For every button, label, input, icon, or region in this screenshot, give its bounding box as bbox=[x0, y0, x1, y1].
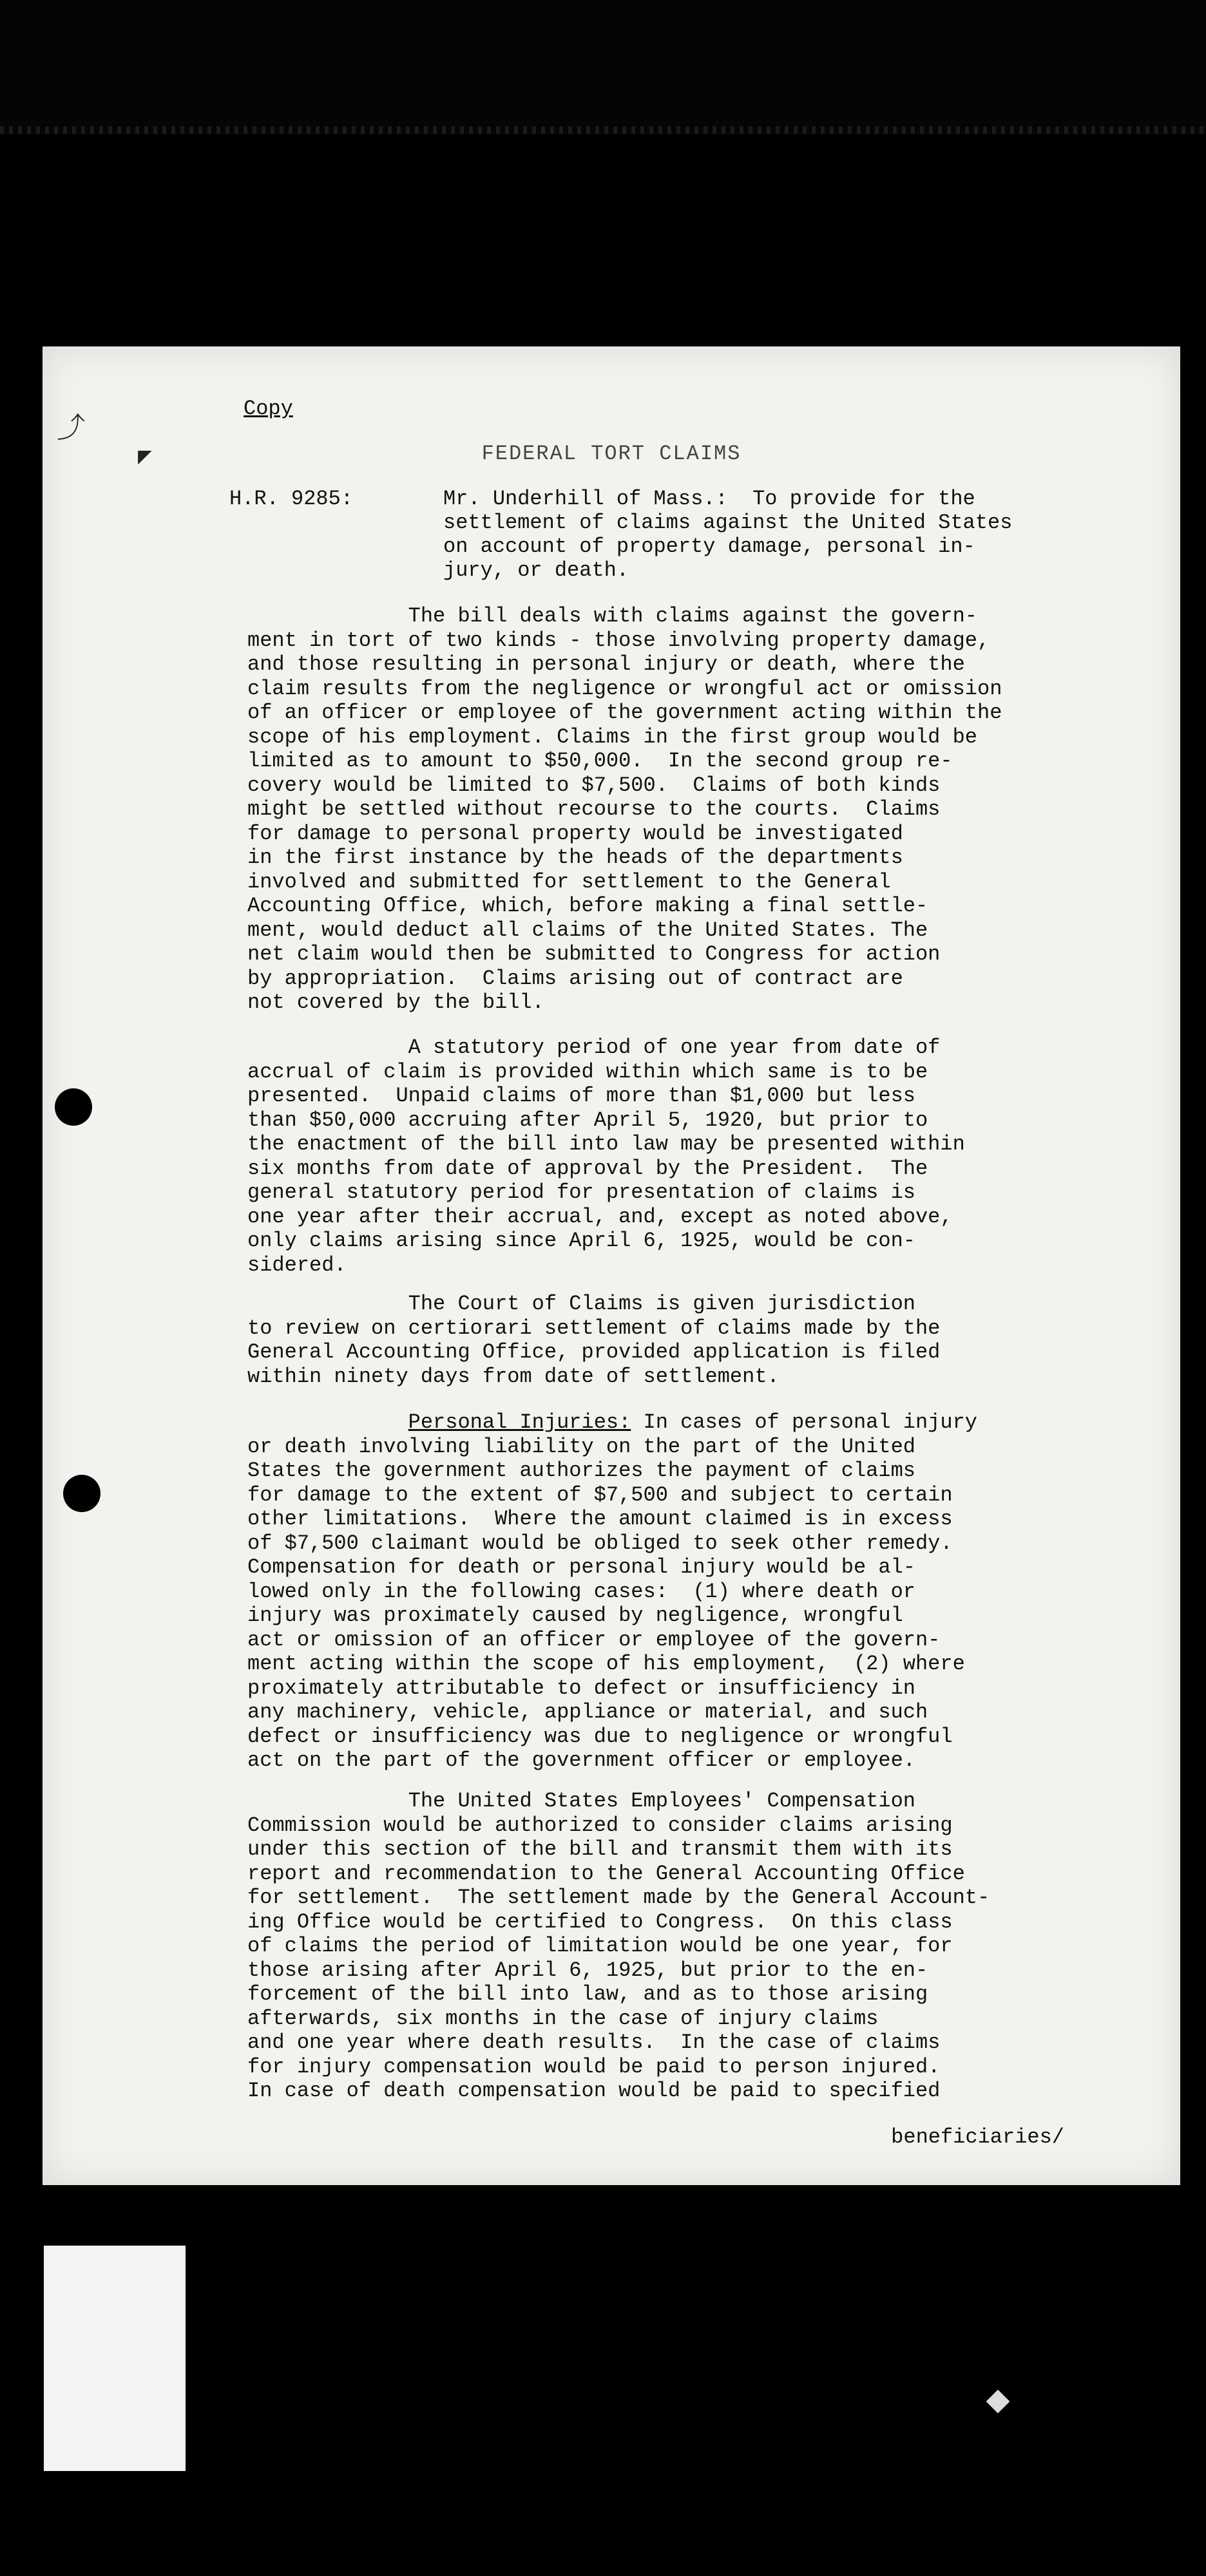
film-perforation-edge bbox=[0, 126, 1206, 134]
paragraph-personal-injuries bbox=[247, 1410, 1162, 1773]
arrow-mark: ◤ bbox=[138, 444, 152, 471]
personal-injuries-text: In cases of personal injury or death involving liability on the part of the United States the government authorizes the payment of claims for damage to the extent of $7,500 and subject to certain other limitations. Where the amount claimed is in excess of $7,500 claimant would be obliged to seek other remedy. Compensation for death or personal injury would be al- lowed only in the following cases: (1) where death or injury was proximately caused by negligence, wrongful act or omission of an officer or employee of the govern- ment acting within the scope of his employment, (2) where proximately attributable to defect or insufficiency in any machinery, vehicle, appliance or material, and such defect or insufficiency was due to negligence or wrongful act on the part of the government officer or employee. bbox=[247, 1410, 977, 1772]
punch-hole-lower bbox=[63, 1475, 100, 1512]
bill-id: H.R. 9285: bbox=[229, 487, 354, 511]
paragraph-2: A statutory period of one year from date of accrual of claim is provided within which same is to be presented. Unpaid claims of more than $1,000 but less than $50,000 accruing after April 5, 1920, but prior to the enactment of the bill into law may be presented within six months from date of approval by the President. The general statutory period for presentation of claims is one year after their accrual, and, except as noted above, only claims arising since April 6, 1925, would be con- sidered. bbox=[247, 1036, 965, 1277]
pencil-mark: ⤴ bbox=[57, 414, 85, 446]
paragraph-1: The bill deals with claims against the govern- ment in tort of two kinds - those involving property damage, and those resulting in personal injury or death, where the claim results from the negligence or wrongful act or omission of an officer or employee of the government acting within the scope of his employment. Claims in the first group would be limited as to amount to $50,000. In the second group re- covery would be limited to $7,500. Claims of both kinds might be settled without recourse to the courts. Claims for damage to personal property would be investigated in the first instance by the heads of the departments involved and submitted for settlement to the General Accounting Office, which, before making a final settle- ment, would deduct all claims of the United States. The net claim would then be submitted to Congress for action by appropriation. Claims arising out of contract are not covered by the bill. bbox=[247, 604, 1002, 1014]
punch-hole-upper bbox=[55, 1088, 92, 1126]
paper-slip bbox=[44, 2246, 186, 2471]
document-page bbox=[43, 346, 1180, 2185]
film-artifact bbox=[986, 2390, 1010, 2414]
bill-intro: Mr. Underhill of Mass.: To provide for the settlement of claims against the United States on account of property damage, personal in- jury, or death. bbox=[443, 487, 1013, 582]
copy-label: Copy bbox=[244, 397, 293, 421]
catchword: beneficiaries/ bbox=[891, 2125, 1064, 2149]
personal-injuries-heading: Personal Injuries: bbox=[408, 1410, 631, 1434]
film-border-top bbox=[0, 0, 1206, 132]
paragraph-compensation: The United States Employees' Compensation Commission would be authorized to consider claims arising under this section of the bill and transmit them with its report and recommendation to the General Accounting Office for settlement. The settlement made by the General Account- ing Office would be certified to Congress. On this class of claims the period of limitation would be one year, for those arising after April 6, 1925, but prior to the en- forcement of the bill into law, and as to those arising afterwards, six months in the case of injury claims and one year where death results. In the case of claims for injury compensation would be paid to person injured. In case of death compensation would be paid to specified bbox=[247, 1789, 990, 2103]
page-title: FEDERAL TORT CLAIMS bbox=[481, 442, 742, 466]
paragraph-3: The Court of Claims is given jurisdiction to review on certiorari settlement of claims made by the General Accounting Office, provided application is filed within ninety days from date of settlement. bbox=[247, 1292, 941, 1388]
